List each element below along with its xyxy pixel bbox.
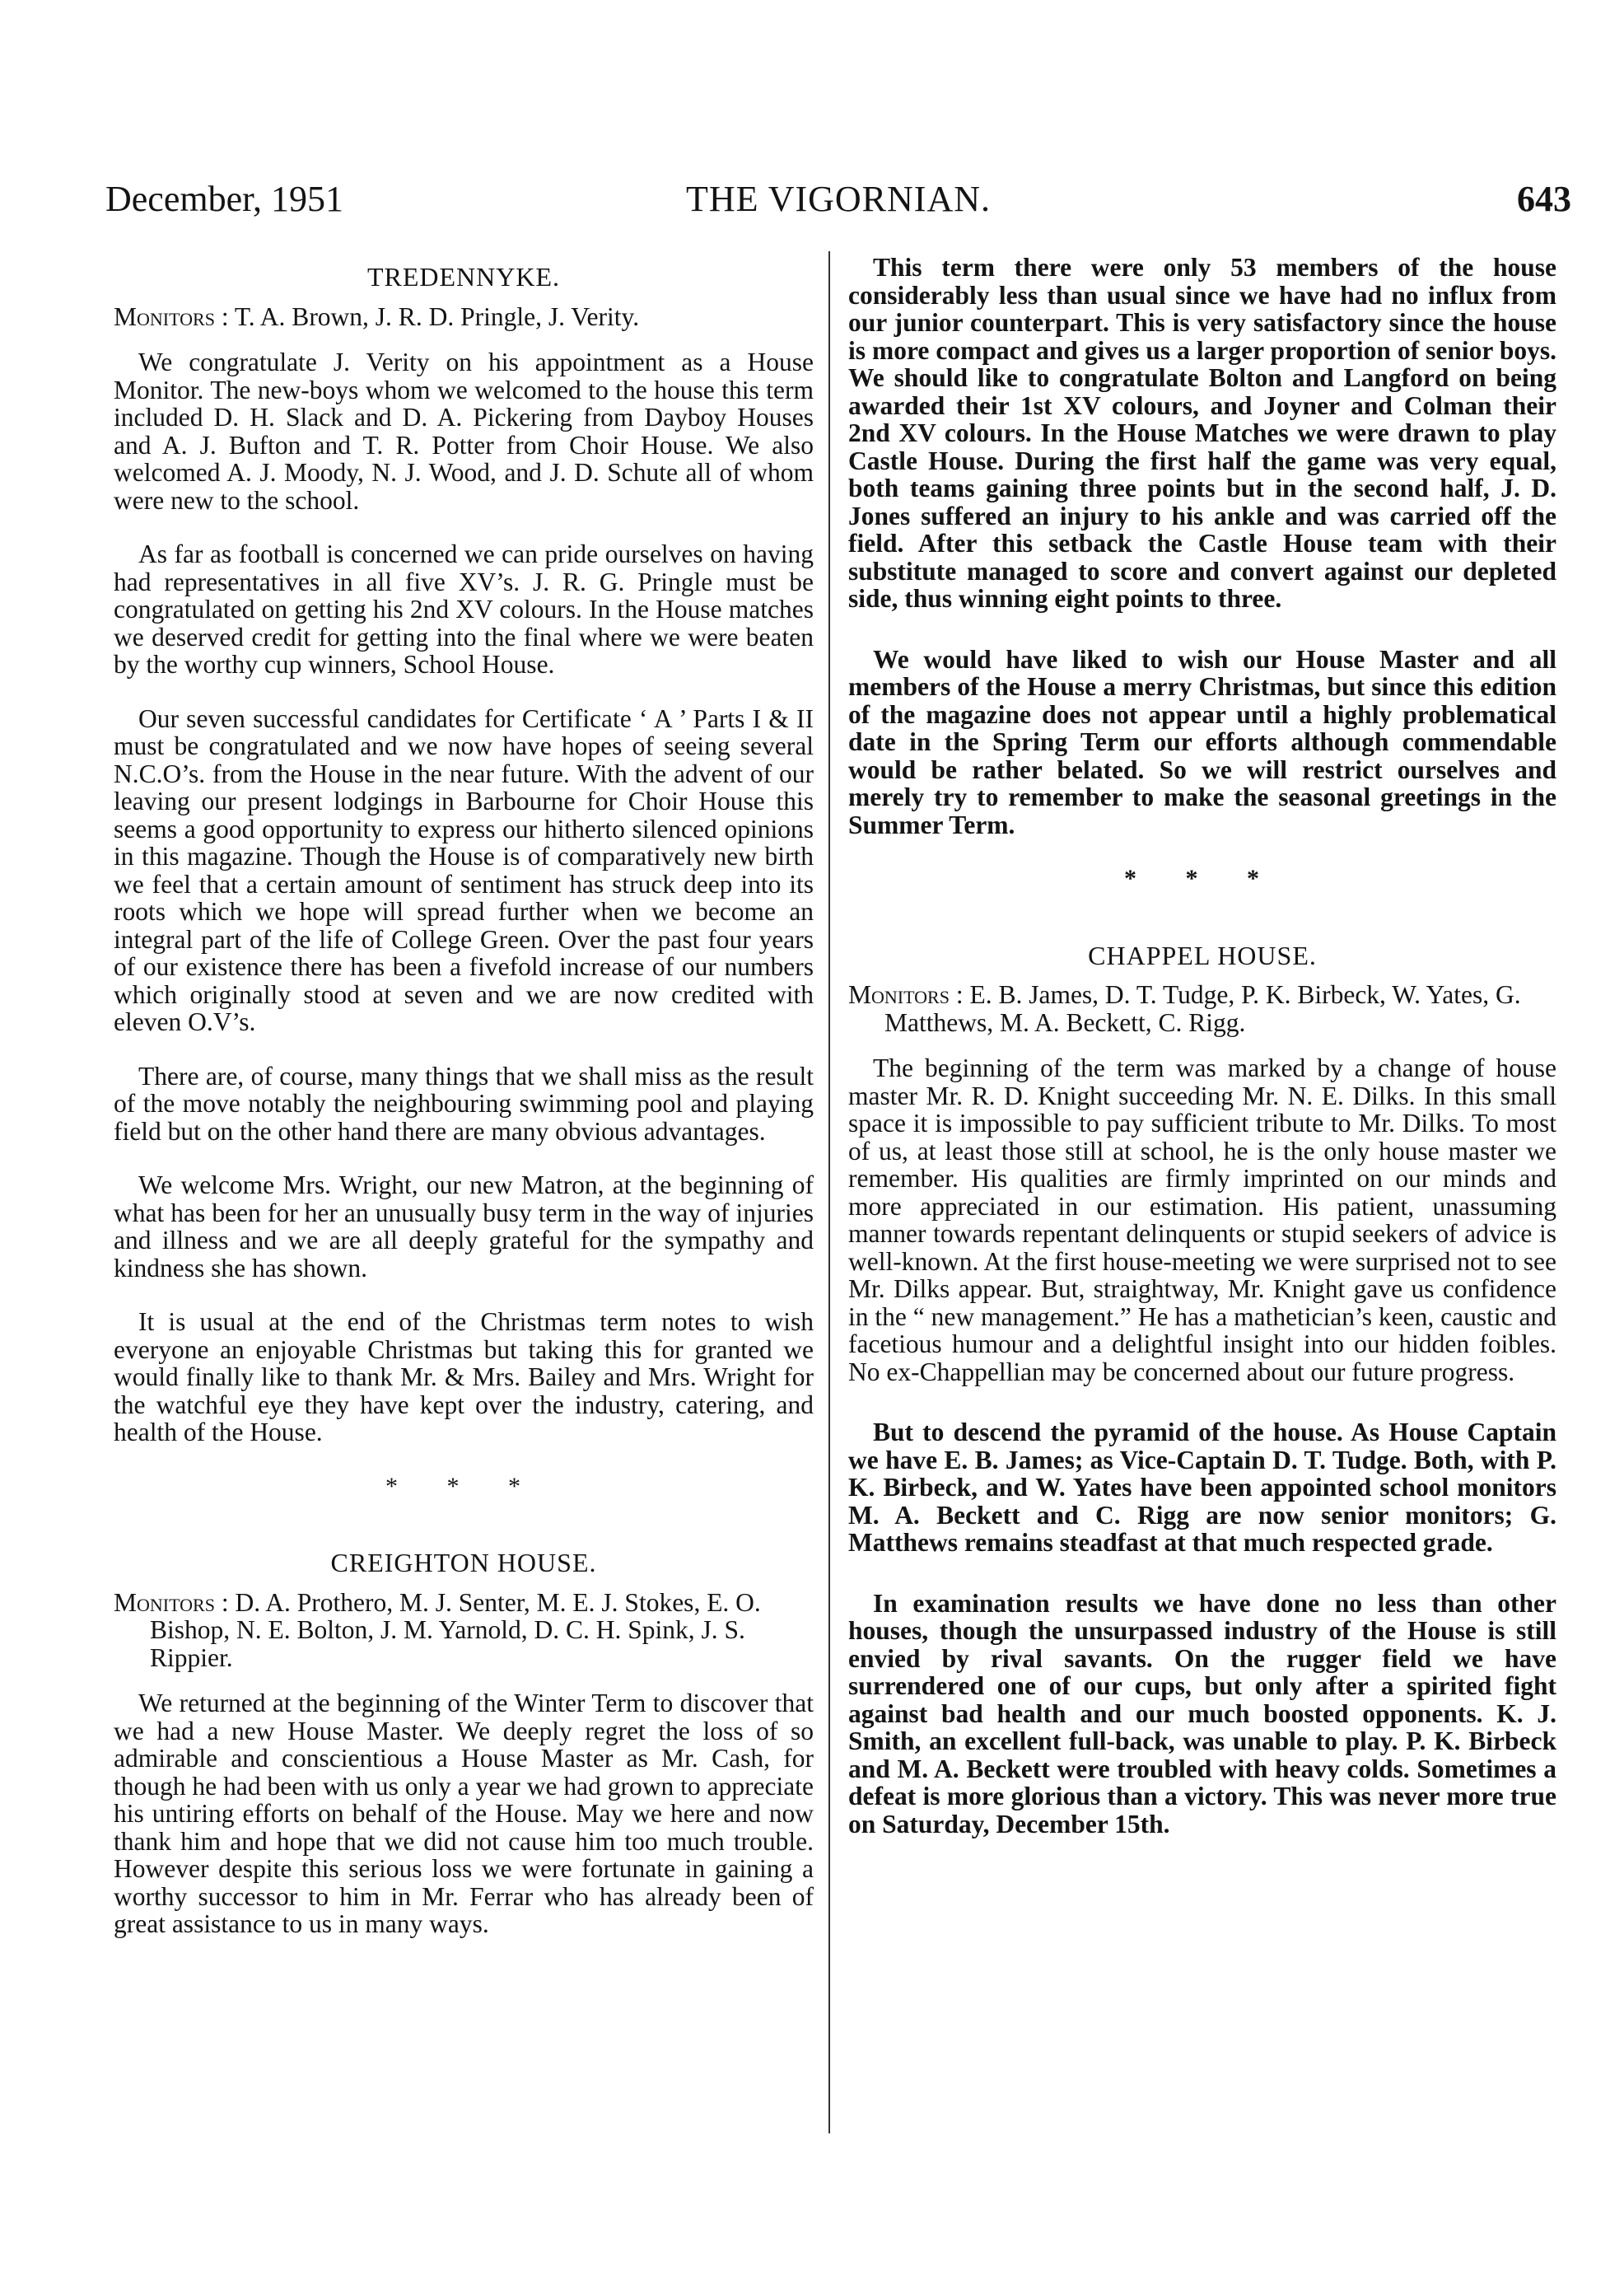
right-column [848, 254, 1556, 1864]
monitors-names: D. A. Prothero, M. J. Senter, M. E. J. Stokes, E. O. Bishop, N. E. Bolton, J. M. Yarnold, D. C. H. Spink, J. S. Rippier. [150, 1587, 761, 1672]
paragraph: In examination results we have done no less than other houses, though the unsurpassed industry of the House is still envied by rival savants. On the rugger field we have surrendered one of our cups, but only after a spirited fight against bad health and our much boosted opponents. K. J. Smith, an excellent full-back, was unable to play. P. K. Birbeck and M. A. Beckett were troubled with heavy colds. Sometimes a defeat is more glorious than a victory. This was never more true on Saturday, December 15th. [848, 1588, 1556, 1838]
paragraph: The beginning of the term was marked by a change of house master Mr. R. D. Knight succeeding Mr. N. E. Dilks. In this small space it is impossible to pay sufficient tribute to Mr. Dilks. To most of us, at least those still at school, he is the only house master we remember. His qualities are firmly imprinted on our minds and more appreciated in our estimation. His patient, unassuming manner towards repentant delinquents or stupid seekers of advice is well-known. At the first house-meeting we were surprised not to see Mr. Dilks appear. But, straightway, Mr. Knight gave us confidence in the “ new management.” He has a mathetician’s keen, caustic and facetious humour and a delightful insight into our hidden foibles. No ex-Chappellian may be concerned about our future progress. [848, 1054, 1556, 1386]
paragraph: It is usual at the end of the Christmas term notes to wish everyone an enjoyable Christmas but taking this for granted we would finally like to thank Mr. & Mrs. Bailey and Mrs. Wright for the watchful eye they have kept over the industry, catering, and health of the House. [114, 1307, 814, 1446]
paragraph: We returned at the beginning of the Winter Term to discover that we had a new House Master. We deeply regret the loss of so admirable and conscientious a House Master as Mr. Cash, for though he had been with us only a year we had grown to appreciate his untiring efforts on behalf of the House. May we here and now thank him and hope that we did not cause him too much trouble. However despite this serious loss we were fortunate in gaining a worthy successor to him in Mr. Ferrar who has already been of great assistance to us in many ways. [114, 1689, 814, 1938]
monitors-label: Monitors : [114, 1587, 229, 1617]
page-header [105, 175, 1571, 224]
page-number: 643 [1517, 179, 1571, 219]
monitors-label: Monitors : [114, 301, 229, 331]
paragraph: This term there were only 53 members of the house considerably less than usual since we have had no influx from our junior counterpart. This is very satisfactory since the house is more compact and gives us a larger proportion of senior boys. We should like to congratulate Bolton and Langford on being awarded their 1st XV colours, and Joyner and Colman their 2nd XV colours. In the House Matches we were drawn to play Castle House. During the first half the game was very equal, both teams gaining three points but in the second half, J. D. Jones suffered an injury to his ankle and was carried off the field. After this setback the Castle House team with their substitute managed to score and convert against our depleted side, thus winning eight points to three. [848, 253, 1556, 613]
monitors-label: Monitors : [848, 980, 964, 1009]
magazine-title: THE VIGORNIAN. [685, 179, 992, 219]
section-title-chappel: CHAPPEL HOUSE. [1088, 940, 1317, 970]
paragraph: We congratulate J. Verity on his appointment as a House Monitor. The new-boys whom we welcomed to the house this term included D. H. Slack and D. A. Pickering from Dayboy Houses and A. J. Bufton and T. R. Potter from Choir House. We also welcomed A. J. Moody, N. J. Wood, and J. D. Schute all of whom were new to the school. [114, 348, 814, 515]
section-separator: * * * [1124, 865, 1281, 892]
section-title-tredennyke: TREDENNYKE. [366, 262, 561, 292]
paragraph: There are, of course, many things that we shall miss as the result of the move notably the neighbouring swimming pool and playing field but on the other hand there are many obvious advantages. [114, 1061, 814, 1146]
left-column [114, 254, 814, 1965]
monitors-list-creighton [114, 1589, 814, 1672]
section-title-creighton: CREIGHTON HOUSE. [330, 1548, 597, 1577]
paragraph: But to descend the pyramid of the house. As House Captain we have E. B. James; as Vice-Captain D. T. Tudge. Both, with P. K. Birbeck, and W. Yates have been appointed school monitors M. A. Beckett and C. Rigg are now senior monitors; G. Matthews remains steadfast at that much respected grade. [848, 1418, 1556, 1557]
monitors-names: E. B. James, D. T. Tudge, P. K. Birbeck, W. Yates, G. Matthews, M. A. Beckett, C. Rigg. [884, 980, 1521, 1037]
monitors-names: T. A. Brown, J. R. D. Pringle, J. Verity. [234, 301, 640, 331]
paragraph: Our seven successful candidates for Certificate ‘ A ’ Parts I & II must be congratulated and we now have hopes of seeing several N.C.O’s. from the House in the near future. With the advent of our leaving our present lodgings in Barbourne for Choir House this seems a good opportunity to express our hitherto silenced opinions in this magazine. Though the House is of comparatively new birth we feel that a certain amount of sentiment has struck deep into its roots which we hope will spread further when we become an integral part of the life of College Green. Over the past four years of our existence there has been a fivefold increase of our numbers which originally stood at seven and we are now credited with eleven O.V’s. [114, 703, 814, 1036]
paragraph: We would have liked to wish our House Master and all members of the House a merry Christmas, but since this edition of the magazine does not appear until a highly problematical date in the Spring Term our efforts although commendable would be rather belated. So we will restrict ourselves and merely try to remember to make the seasonal greetings in the Summer Term. [848, 644, 1556, 839]
paragraph: We welcome Mrs. Wright, our new Matron, at the beginning of what has been for her an unusually busy term in the way of injuries and illness and we are all deeply grateful for the sympathy and kindness she has shown. [114, 1170, 814, 1282]
section-separator: * * * [385, 1472, 542, 1500]
column-divider [828, 251, 830, 2133]
issue-date: December, 1951 [105, 179, 344, 219]
paragraph: As far as football is concerned we can pride ourselves on having had representatives in all five XV’s. J. R. G. Pringle must be congratulated on getting his 2nd XV colours. In the House matches we deserved credit for getting into the final where we were beaten by the worthy cup winners, School House. [114, 540, 814, 679]
monitors-list-chappel [848, 981, 1556, 1036]
monitors-list-tredennyke [114, 303, 814, 331]
